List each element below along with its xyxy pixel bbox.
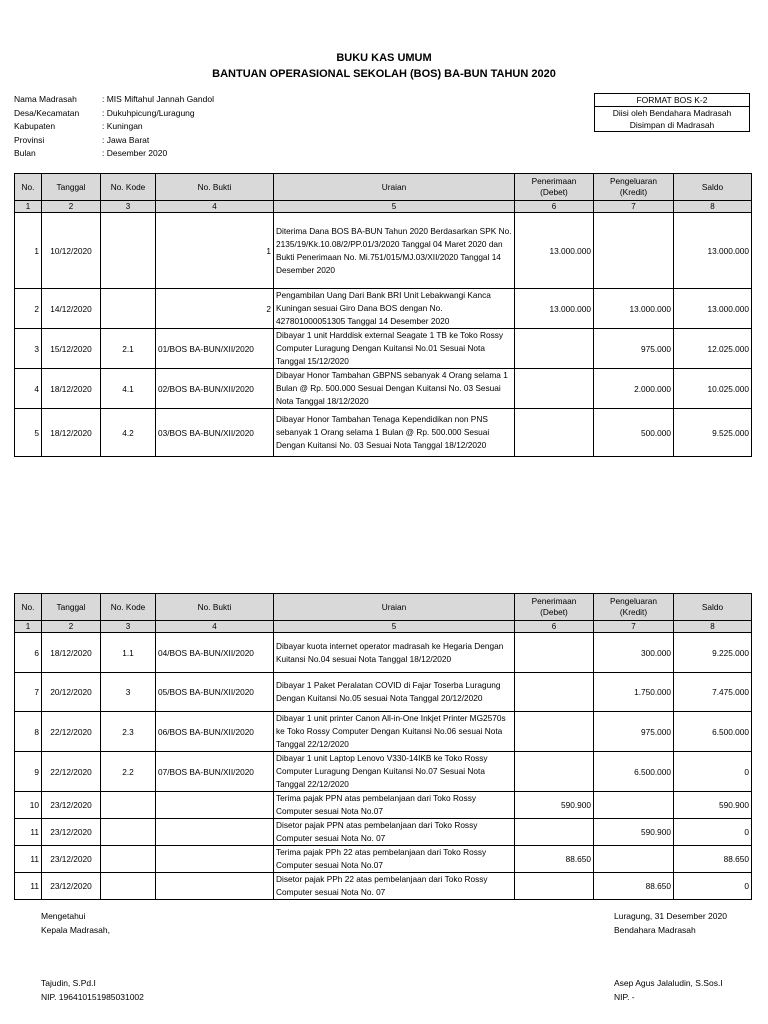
row-proof-number: 1 <box>156 213 274 289</box>
row-proof-number: 04/BOS BA-BUN/XII/2020 <box>156 633 274 673</box>
col-number: 1 <box>15 201 42 213</box>
table-row <box>15 873 752 900</box>
info-row-bulan <box>14 147 214 161</box>
info-label: Provinsi <box>14 134 45 145</box>
row-debit: 13.000.000 <box>515 289 594 329</box>
row-credit: 88.650 <box>594 873 674 900</box>
table-row <box>15 289 752 329</box>
row-balance: 9.225.000 <box>674 633 752 673</box>
row-description: Dibayar 1 unit Laptop Lenovo V330-14IKB ke Toko Rossy Computer Luragung Dengan Kuitansi No.07 Sesuai Nota Tanggal 22/12/2020 <box>274 752 515 792</box>
row-proof-number: 02/BOS BA-BUN/XII/2020 <box>156 369 274 409</box>
row-debit: 13.000.000 <box>515 213 594 289</box>
col-header-penerimaan: Penerimaan (Debet) <box>515 594 594 621</box>
row-balance: 7.475.000 <box>674 673 752 712</box>
col-header-kode: No. Kode <box>101 174 156 201</box>
row-number: 8 <box>15 712 42 752</box>
row-proof-number: 06/BOS BA-BUN/XII/2020 <box>156 712 274 752</box>
row-credit: 500.000 <box>594 409 674 457</box>
row-credit: 975.000 <box>594 712 674 752</box>
treasurer-nip: NIP. - <box>614 991 635 1002</box>
col-number: 6 <box>515 201 594 213</box>
col-number: 7 <box>594 201 674 213</box>
row-proof-number <box>156 819 274 846</box>
row-number: 2 <box>15 289 42 329</box>
row-proof-number: 07/BOS BA-BUN/XII/2020 <box>156 752 274 792</box>
col-number: 8 <box>674 201 752 213</box>
row-description: Dibayar 1 unit Harddisk external Seagate 1 TB ke Toko Rossy Computer Luragung Dengan Kuitansi No.01 Sesuai Nota Tanggal 15/12/2020 <box>274 329 515 369</box>
row-balance: 13.000.000 <box>674 289 752 329</box>
row-credit: 975.000 <box>594 329 674 369</box>
row-balance: 590.900 <box>674 792 752 819</box>
row-date: 18/12/2020 <box>42 369 101 409</box>
row-date: 23/12/2020 <box>42 819 101 846</box>
col-number: 5 <box>274 621 515 633</box>
row-description: Disetor pajak PPN atas pembelanjaan dari Toko Rossy Computer sesuai Nota No. 07 <box>274 819 515 846</box>
col-header-uraian: Uraian <box>274 174 515 201</box>
col-number: 2 <box>42 621 101 633</box>
row-number: 9 <box>15 752 42 792</box>
table-row <box>15 369 752 409</box>
row-date: 18/12/2020 <box>42 633 101 673</box>
treasurer-role: Bendahara Madrasah <box>614 924 696 935</box>
info-value: : Jawa Barat <box>102 134 150 145</box>
headmaster-nip: NIP. 196410151985031002 <box>41 991 144 1002</box>
row-code <box>101 819 156 846</box>
row-description: Pengambilan Uang Dari Bank BRI Unit Lebakwangi Kanca Kuningan sesuai Giro Dana BOS dengan No. 427801000051305 Tanggal 14 Desember 2020 <box>274 289 515 329</box>
document-subtitle: BANTUAN OPERASIONAL SEKOLAH (BOS) BA-BUN TAHUN 2020 <box>212 68 556 80</box>
col-header-bukti: No. Bukti <box>156 174 274 201</box>
table-row <box>15 329 752 369</box>
col-header-no: No. <box>15 174 42 201</box>
row-proof-number: 03/BOS BA-BUN/XII/2020 <box>156 409 274 457</box>
treasurer-signature <box>614 977 723 1004</box>
col-header-tanggal: Tanggal <box>42 594 101 621</box>
col-header-uraian: Uraian <box>274 594 515 621</box>
row-date: 23/12/2020 <box>42 792 101 819</box>
info-value: : Desember 2020 <box>102 148 168 158</box>
table-row <box>15 712 752 752</box>
row-debit <box>515 329 594 369</box>
col-header-pengeluaran: Pengeluaran (Kredit) <box>594 594 674 621</box>
format-note-filled: Diisi oleh Bendahara Madrasah <box>595 107 750 120</box>
col-header-penerimaan: Penerimaan (Debet) <box>515 174 594 201</box>
row-proof-number: 01/BOS BA-BUN/XII/2020 <box>156 329 274 369</box>
row-balance: 9.525.000 <box>674 409 752 457</box>
row-balance: 0 <box>674 873 752 900</box>
row-proof-number: 05/BOS BA-BUN/XII/2020 <box>156 673 274 712</box>
col-header-pengeluaran: Pengeluaran (Kredit) <box>594 174 674 201</box>
row-debit: 88.650 <box>515 846 594 873</box>
row-debit <box>515 752 594 792</box>
row-description: Dibayar kuota internet operator madrasah ke Hegaria Dengan Kuitansi No.04 sesuai Nota Tanggal 18/12/2020 <box>274 633 515 673</box>
row-description: Dibayar 1 unit printer Canon All-in-One Inkjet Printer MG2570s ke Toko Rossy Computer Dengan Kuitansi No.06 sesuai Nota Tanggal 22/12/2020 <box>274 712 515 752</box>
row-number: 4 <box>15 369 42 409</box>
table-row <box>15 846 752 873</box>
column-number-row <box>15 201 752 213</box>
row-date: 15/12/2020 <box>42 329 101 369</box>
row-balance: 6.500.000 <box>674 712 752 752</box>
info-value: : MIS Miftahul Jannah Gandol <box>102 94 214 104</box>
row-balance: 10.025.000 <box>674 369 752 409</box>
approval-label: Mengetahui <box>41 911 86 921</box>
row-credit <box>594 213 674 289</box>
header-row <box>15 594 752 621</box>
table-row <box>15 213 752 289</box>
row-number: 5 <box>15 409 42 457</box>
row-date: 14/12/2020 <box>42 289 101 329</box>
row-debit <box>515 673 594 712</box>
row-description: Dibayar Honor Tambahan GBPNS sebanyak 4 Orang selama 1 Bulan @ Rp. 500.000 Sesuai Dengan Kuitansi No. 03 Sesuai Nota Tanggal 18/12/2020 <box>274 369 515 409</box>
row-number: 7 <box>15 673 42 712</box>
row-proof-number <box>156 873 274 900</box>
row-description: Dibayar 1 Paket Peralatan COVID di Fajar Toserba Luragung Dengan Kuitansi No.05 sesuai Nota Tanggal 20/12/2020 <box>274 673 515 712</box>
info-label: Nama Madrasah <box>14 94 77 104</box>
col-number: 4 <box>156 201 274 213</box>
col-header-tanggal: Tanggal <box>42 174 101 201</box>
row-code <box>101 846 156 873</box>
table-row <box>15 792 752 819</box>
info-label: Desa/Kecamatan <box>14 107 80 118</box>
ledger-table-2 <box>14 593 752 900</box>
row-number: 11 <box>15 819 42 846</box>
col-header-bukti: No. Bukti <box>156 594 274 621</box>
row-credit: 590.900 <box>594 819 674 846</box>
col-header-no: No. <box>15 594 42 621</box>
headmaster-signature <box>41 977 144 1004</box>
col-number: 3 <box>101 621 156 633</box>
row-code <box>101 792 156 819</box>
row-description: Terima pajak PPN atas pembelanjaan dari Toko Rossy Computer sesuai Nota No.07 <box>274 792 515 819</box>
row-proof-number <box>156 792 274 819</box>
headmaster-name: Tajudin, S.Pd.I <box>41 978 96 988</box>
row-number: 11 <box>15 846 42 873</box>
column-number-row <box>15 621 752 633</box>
row-debit <box>515 633 594 673</box>
row-credit: 13.000.000 <box>594 289 674 329</box>
col-header-saldo: Saldo <box>674 594 752 621</box>
row-date: 20/12/2020 <box>42 673 101 712</box>
place-date: Luragung, 31 Desember 2020 <box>614 911 727 921</box>
info-row-desa <box>14 107 214 121</box>
row-description: Dibayar Honor Tambahan Tenaga Kependidikan non PNS sebanyak 1 Orang selama 1 Bulan @ Rp. 500.000 Sesuai Dengan Kuitansi No. 03 Sesuai Nota Tanggal 18/12/2020 <box>274 409 515 457</box>
row-number: 3 <box>15 329 42 369</box>
col-number: 1 <box>15 621 42 633</box>
row-description: Disetor pajak PPh 22 atas pembelanjaan dari Toko Rossy Computer sesuai Nota No. 07 <box>274 873 515 900</box>
row-credit: 2.000.000 <box>594 369 674 409</box>
row-number: 1 <box>15 213 42 289</box>
row-debit <box>515 369 594 409</box>
row-date: 18/12/2020 <box>42 409 101 457</box>
table-row <box>15 673 752 712</box>
approval-role: Kepala Madrasah, <box>41 924 110 935</box>
school-info <box>14 93 214 161</box>
row-debit <box>515 873 594 900</box>
row-number: 6 <box>15 633 42 673</box>
info-label: Bulan <box>14 148 36 158</box>
row-code: 2.3 <box>101 712 156 752</box>
col-number: 8 <box>674 621 752 633</box>
row-code <box>101 873 156 900</box>
row-debit <box>515 409 594 457</box>
row-balance: 13.000.000 <box>674 213 752 289</box>
ledger-table-1 <box>14 173 752 457</box>
table-row <box>15 409 752 457</box>
table-row <box>15 752 752 792</box>
format-code: FORMAT BOS K-2 <box>595 94 750 107</box>
col-number: 2 <box>42 201 101 213</box>
col-number: 7 <box>594 621 674 633</box>
info-value: : Kuningan <box>102 121 143 131</box>
row-balance: 0 <box>674 752 752 792</box>
row-code <box>101 289 156 329</box>
col-number: 6 <box>515 621 594 633</box>
row-debit: 590.900 <box>515 792 594 819</box>
info-label: Kabupaten <box>14 121 56 131</box>
row-date: 22/12/2020 <box>42 712 101 752</box>
row-credit: 300.000 <box>594 633 674 673</box>
row-credit <box>594 792 674 819</box>
document-title: BUKU KAS UMUM <box>336 52 432 64</box>
treasurer-block <box>614 910 727 937</box>
info-value: : Dukuhpicung/Luragung <box>102 107 195 118</box>
row-proof-number: 2 <box>156 289 274 329</box>
table-row <box>15 819 752 846</box>
col-header-saldo: Saldo <box>674 174 752 201</box>
row-date: 23/12/2020 <box>42 846 101 873</box>
row-code: 4.1 <box>101 369 156 409</box>
row-proof-number <box>156 846 274 873</box>
row-credit: 1.750.000 <box>594 673 674 712</box>
row-code: 1.1 <box>101 633 156 673</box>
row-code: 2.2 <box>101 752 156 792</box>
table-row <box>15 633 752 673</box>
info-row-kabupaten <box>14 120 214 134</box>
row-balance: 12.025.000 <box>674 329 752 369</box>
col-number: 4 <box>156 621 274 633</box>
row-balance: 88.650 <box>674 846 752 873</box>
row-credit <box>594 846 674 873</box>
treasurer-name: Asep Agus Jalaludin, S.Sos.I <box>614 978 723 988</box>
row-debit <box>515 712 594 752</box>
row-description: Terima pajak PPh 22 atas pembelanjaan dari Toko Rossy Computer sesuai Nota No.07 <box>274 846 515 873</box>
row-debit <box>515 819 594 846</box>
row-description: Diterima Dana BOS BA-BUN Tahun 2020 Berdasarkan SPK No. 2135/19/Kk.10.08/2/PP.01/3/2020 Tanggal 04 Maret 2020 dan Bukti Penerimaan No. Mi.751/015/MJ.03/XII/2020 Tanggal 14 Desember 2020 <box>274 213 515 289</box>
row-code: 4.2 <box>101 409 156 457</box>
row-code <box>101 213 156 289</box>
row-date: 10/12/2020 <box>42 213 101 289</box>
col-number: 3 <box>101 201 156 213</box>
row-date: 22/12/2020 <box>42 752 101 792</box>
format-note-stored: Disimpan di Madrasah <box>595 119 750 132</box>
approval-block <box>41 910 110 937</box>
row-credit: 6.500.000 <box>594 752 674 792</box>
col-number: 5 <box>274 201 515 213</box>
row-balance: 0 <box>674 819 752 846</box>
row-number: 10 <box>15 792 42 819</box>
row-number: 11 <box>15 873 42 900</box>
header-row <box>15 174 752 201</box>
info-row-provinsi <box>14 134 214 148</box>
format-box <box>594 93 750 132</box>
row-date: 23/12/2020 <box>42 873 101 900</box>
row-code: 2.1 <box>101 329 156 369</box>
row-code: 3 <box>101 673 156 712</box>
info-row-madrasah <box>14 93 214 107</box>
col-header-kode: No. Kode <box>101 594 156 621</box>
